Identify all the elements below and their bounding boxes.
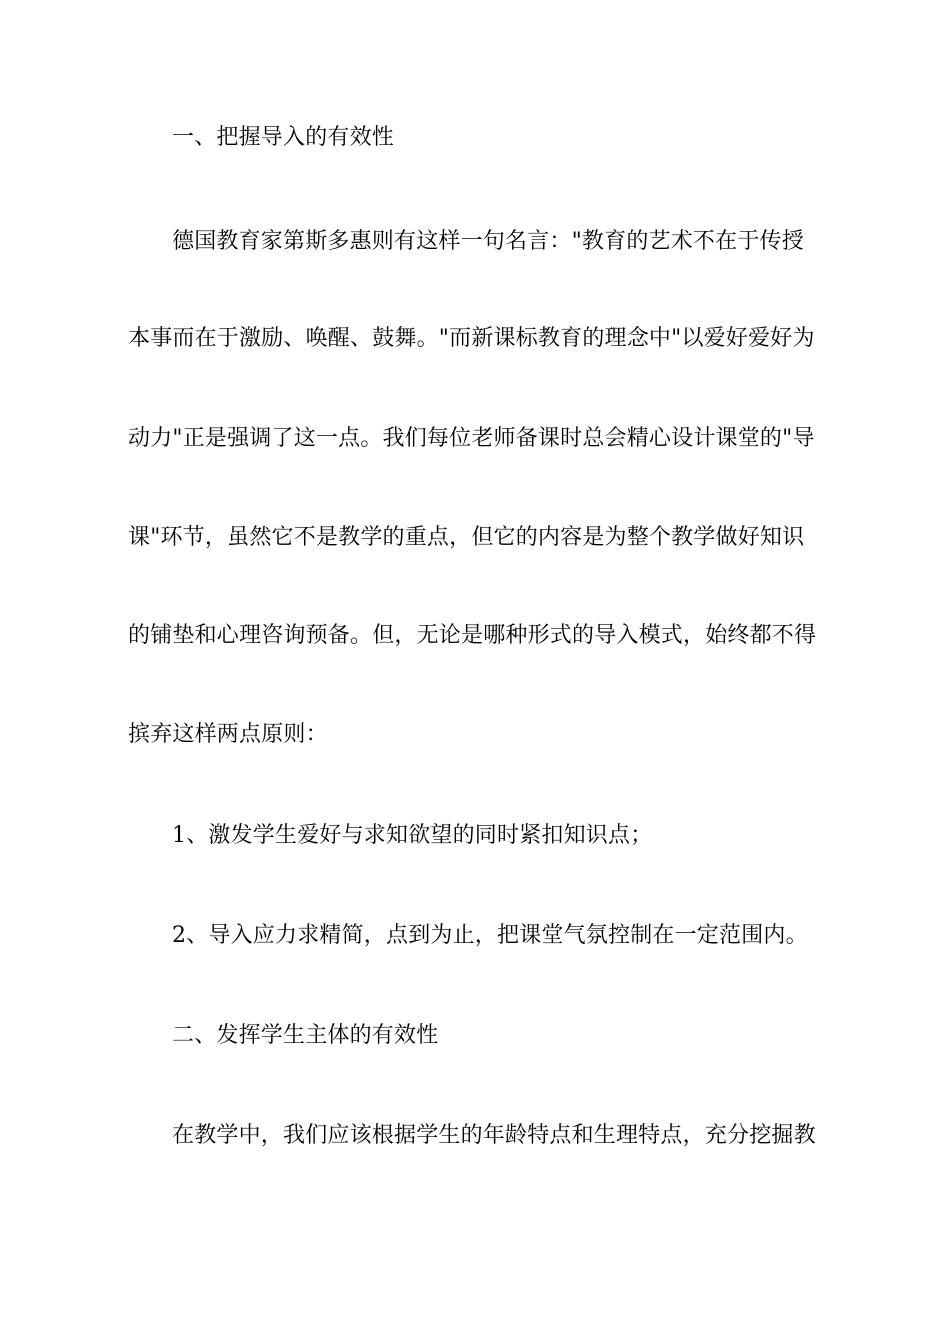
paragraph-line: 的铺垫和心理咨询预备。但，无论是哪种形式的导入模式，始终都不得	[128, 623, 817, 648]
paragraph-line: 德国教育家第斯多惠则有这样一句名言："教育的艺术不在于传授	[172, 229, 804, 254]
section-heading-2: 二、发挥学生主体的有效性	[172, 1023, 439, 1048]
section-heading-1: 一、把握导入的有效性	[172, 125, 395, 150]
paragraph-line: 本事而在于激励、唤醒、鼓舞。"而新课标教育的理念中"以爱好爱好为	[128, 326, 815, 351]
list-item-1: 1、激发学生爱好与求知欲望的同时紧扣知识点；	[172, 823, 653, 848]
paragraph-line: 课"环节，虽然它不是教学的重点，但它的内容是为整个教学做好知识	[128, 525, 805, 550]
paragraph-line: 摈弃这样两点原则：	[128, 722, 328, 747]
paragraph-line: 在教学中，我们应该根据学生的年龄特点和生理特点，充分挖掘教	[172, 1123, 816, 1148]
list-item-2: 2、导入应力求精简，点到为止，把课堂气氛控制在一定范围内。	[172, 923, 808, 948]
paragraph-line: 动力"正是强调了这一点。我们每位老师备课时总会精心设计课堂的"导	[128, 426, 815, 451]
